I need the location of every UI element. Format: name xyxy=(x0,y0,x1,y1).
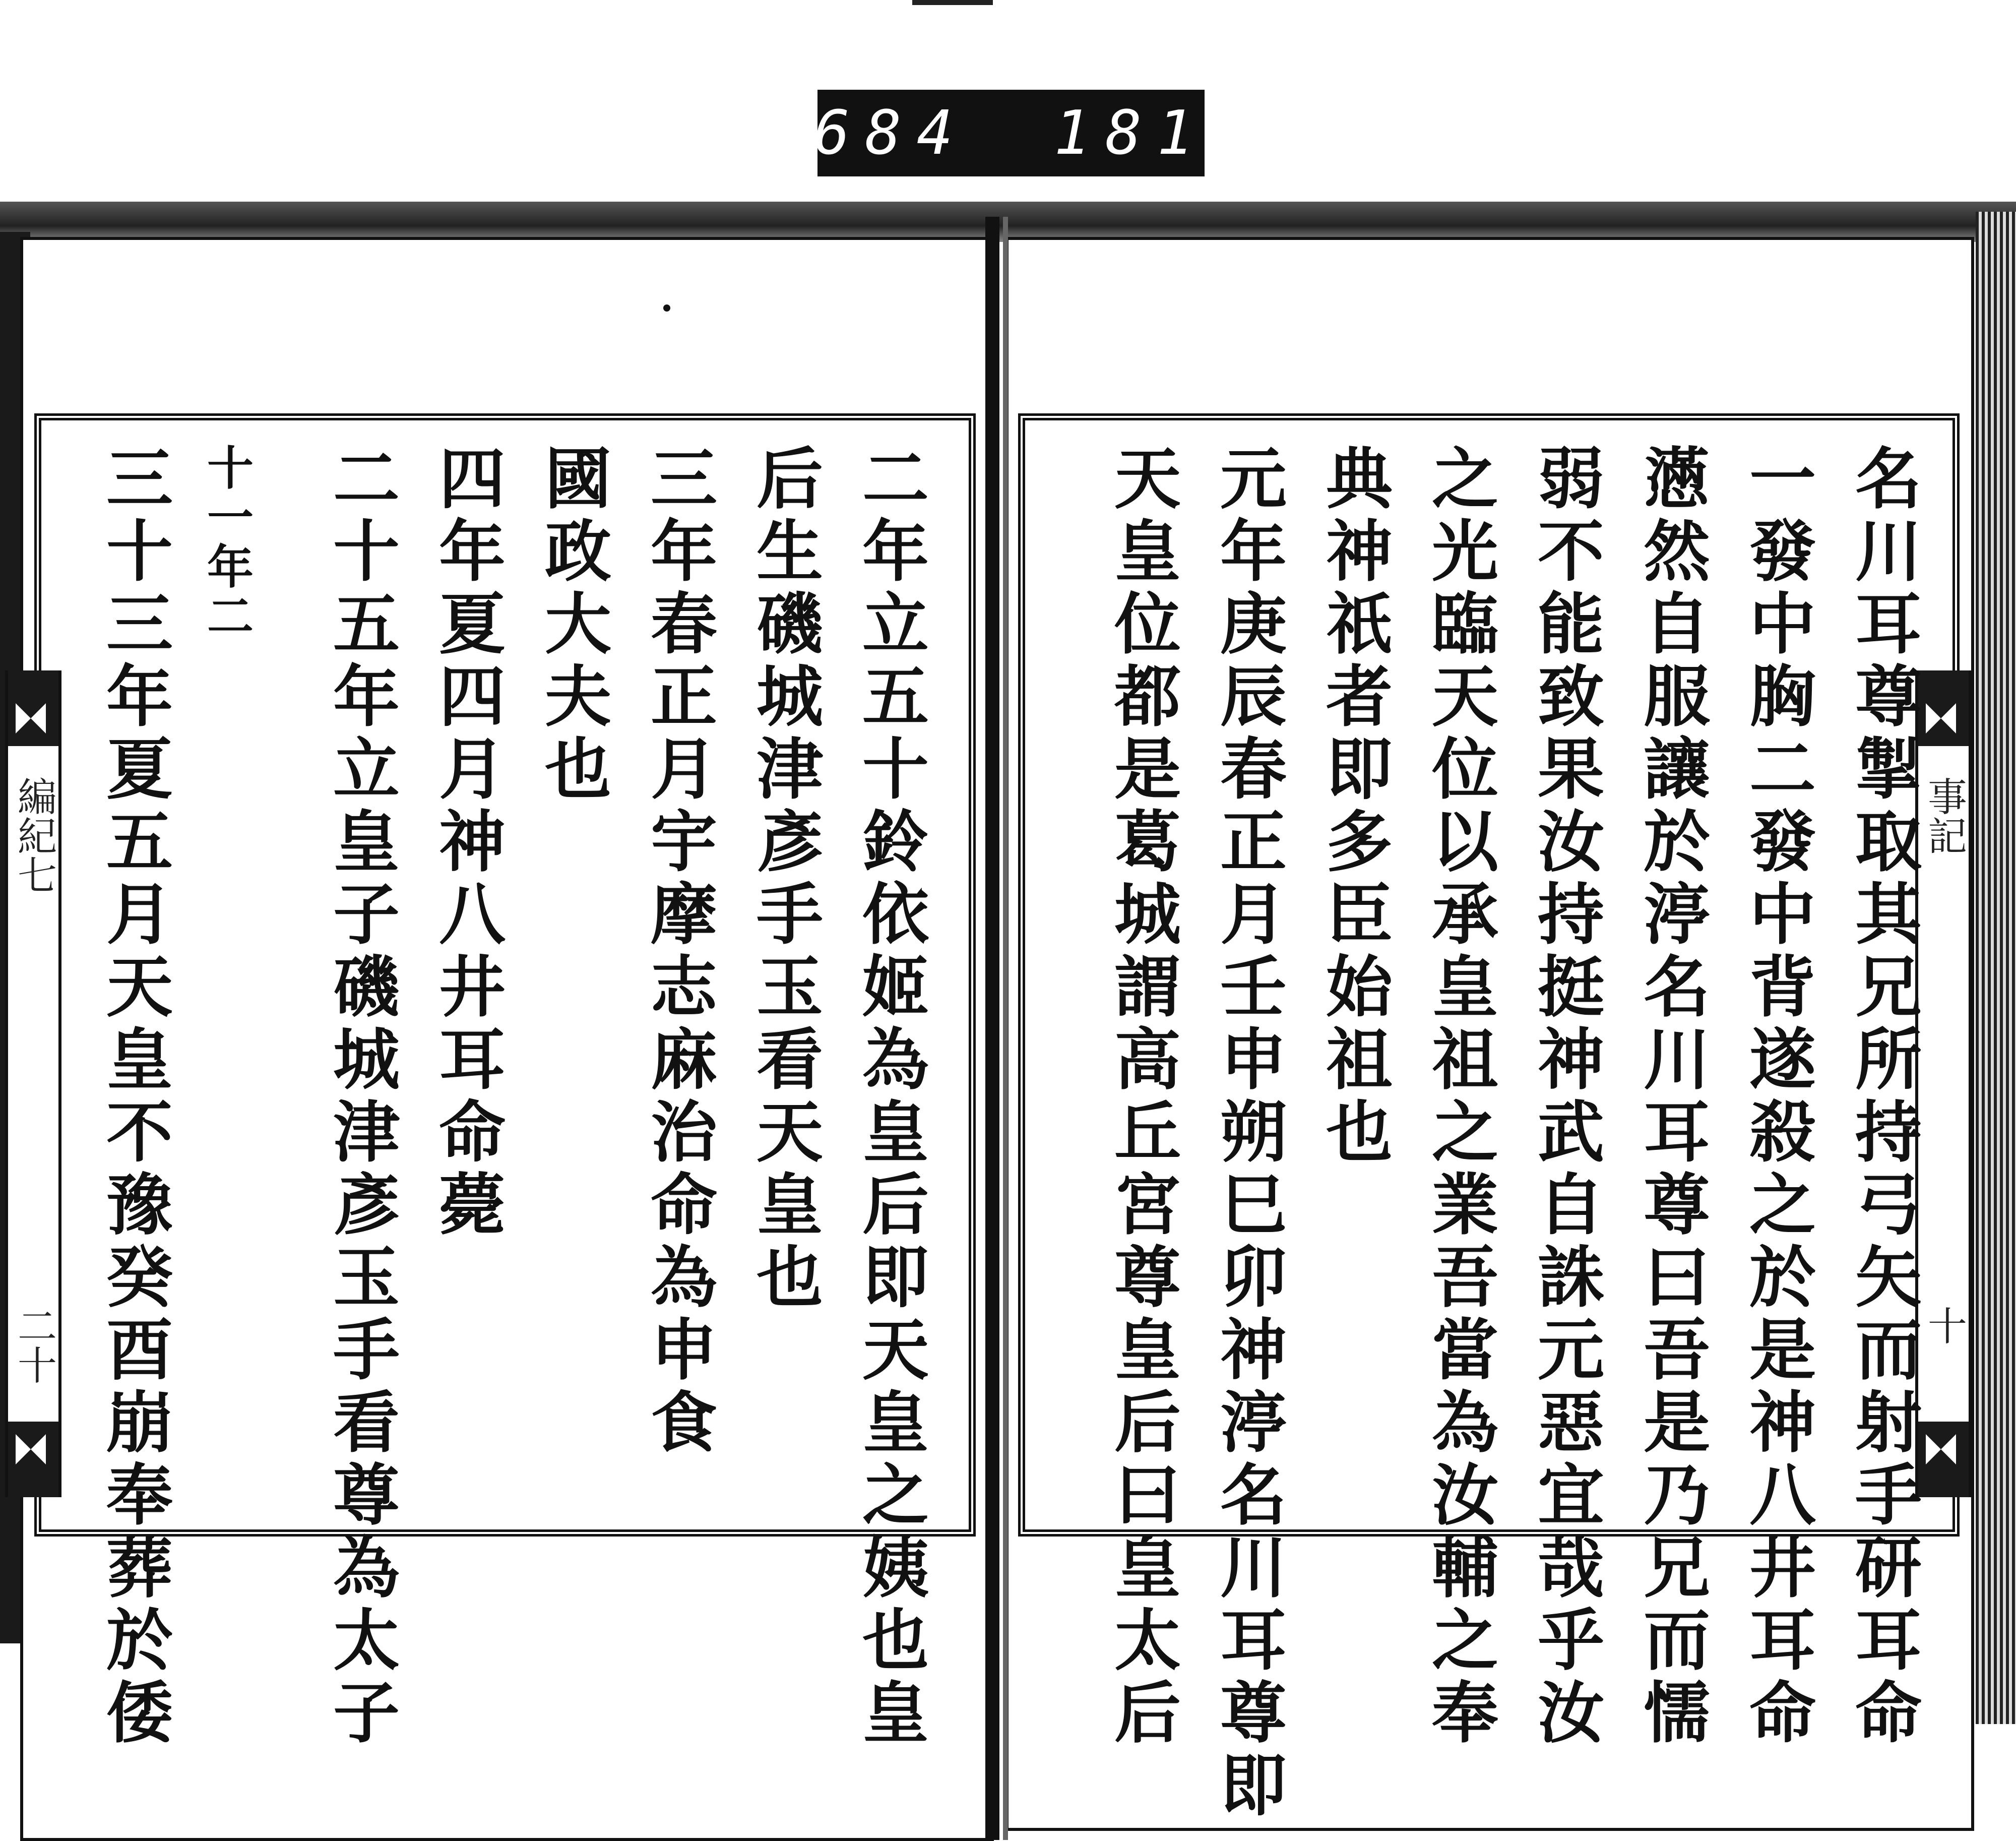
left-running-title: 編紀七 xyxy=(11,776,56,894)
right-page-column: 名川耳尊掣取其兄所持弓矢而射手研耳命 xyxy=(1844,444,1922,1750)
fish-tail-band xyxy=(1918,670,1969,746)
left-margin-tab xyxy=(5,670,61,1497)
fish-tail-band xyxy=(1918,1422,1969,1497)
split-column-left: 十一 xyxy=(200,444,254,542)
left-folio-number: 二十 xyxy=(11,1306,56,1384)
archive-label-number-b: 181 xyxy=(1054,98,1209,168)
right-margin-tab xyxy=(1915,670,1972,1497)
right-page-column: 弱不能致果汝持挺神武自誅元惡宜哉乎汝 xyxy=(1526,444,1604,1750)
left-page-column: 三十三年夏五月天皇不豫癸酉崩奉葬於倭 xyxy=(95,444,173,1750)
right-page-column: 元年庚辰春正月壬申朔巳卯神渟名川耳尊即 xyxy=(1209,444,1287,1823)
book-gutter-shade xyxy=(1003,217,1008,1840)
left-page-column: 國政大夫也 xyxy=(533,444,611,807)
left-page-split-column xyxy=(202,444,252,641)
right-page-column: 典神祇者即多臣始祖也 xyxy=(1314,444,1393,1170)
left-page-column: 三年春正月宇摩志麻治命為申食 xyxy=(639,444,717,1460)
right-page-column: 之光臨天位以承皇祖之業吾當為汝輔之奉 xyxy=(1420,444,1498,1750)
left-page-column: 四年夏四月神八井耳命薨 xyxy=(427,444,506,1242)
right-book-edge xyxy=(1976,212,2016,1724)
fish-tail-band xyxy=(8,1422,58,1497)
right-page-column: 天皇位都是葛城謂高丘宮尊皇后曰皇太后 xyxy=(1103,444,1181,1750)
right-page-column: 懣然自服讓於渟名川耳尊曰吾是乃兄而懦 xyxy=(1632,444,1710,1750)
right-running-title: 事記 xyxy=(1921,776,1967,855)
page-top-shadow xyxy=(0,202,2016,242)
left-page-column: 二十五年立皇子磯城津彥玉手看尊為太子 xyxy=(322,444,400,1750)
ink-dot xyxy=(663,304,670,312)
fish-tail-icon xyxy=(13,1432,48,1467)
fish-tail-icon xyxy=(1923,701,1959,736)
fish-tail-band xyxy=(8,670,58,746)
archive-label xyxy=(813,90,1209,176)
fish-tail-icon xyxy=(13,701,48,736)
split-column-right: 年二 xyxy=(200,542,254,641)
left-page-column: 后生磯城津彥手玉看天皇也 xyxy=(745,444,823,1315)
right-folio-number: 十 xyxy=(1921,1306,1967,1345)
fish-tail-icon xyxy=(1923,1432,1959,1467)
archive-label-number-a: 684 xyxy=(813,98,968,168)
top-edge-mark xyxy=(912,0,993,5)
left-page-column: 二年立五十鈴依姬為皇后即天皇之姨也皇 xyxy=(851,444,929,1750)
book-gutter xyxy=(985,217,999,1840)
right-page-column: 一發中胸二發中背遂殺之於是神八井耳命 xyxy=(1738,444,1816,1750)
